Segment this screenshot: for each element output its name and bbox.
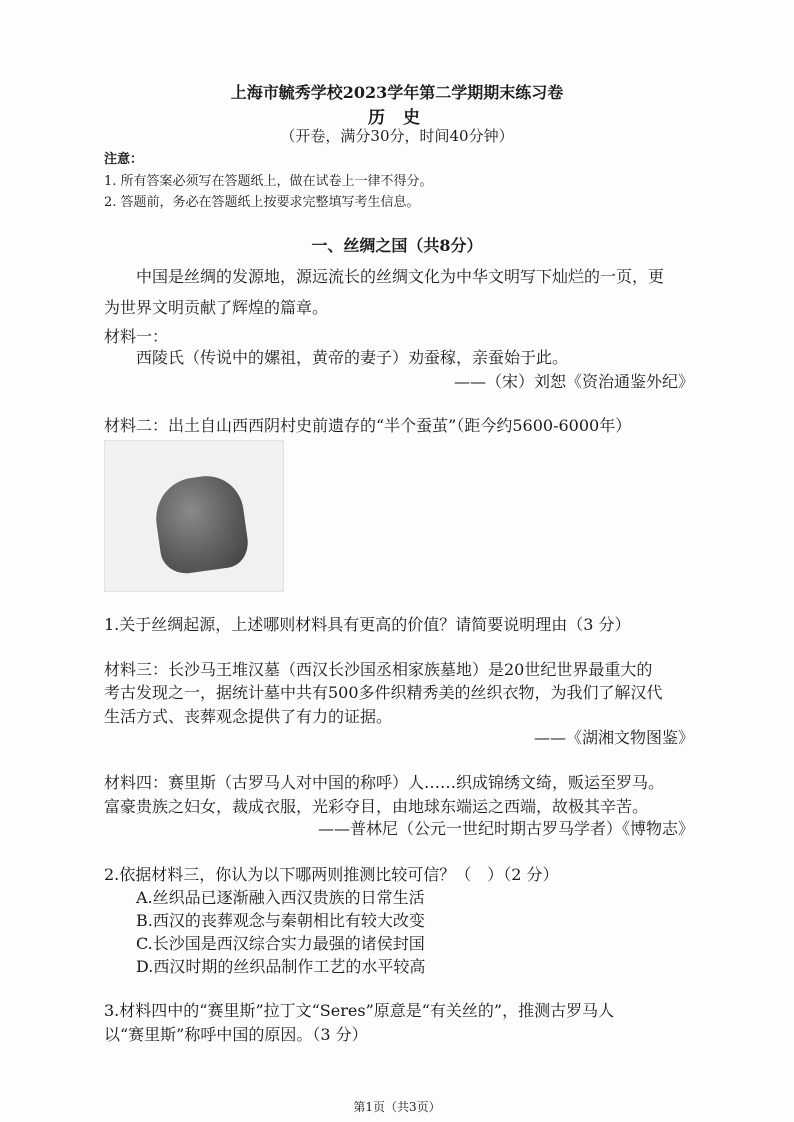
- section-title: 一、丝绸之国（共8分）: [311, 236, 483, 255]
- question-1: 1.关于丝绸起源，上述哪则材料具有更高的价值？请简要说明理由（3 分）: [104, 615, 631, 634]
- note-item: 1. 所有答案必须写在答题纸上，做在试卷上一律不得分。: [104, 174, 433, 189]
- material-text: 材料三：长沙马王堆汉墓（西汉长沙国丞相家族墓地）是20世纪世界最重大的: [104, 660, 653, 679]
- notes-label: 注意：: [104, 152, 144, 167]
- exam-title: 上海市毓秀学校2023学年第二学期期末练习卷: [230, 83, 564, 102]
- question-3: 3.材料四中的“赛里斯”拉丁文“Seres”原意是“有关丝的”，推测古罗马人: [104, 1001, 615, 1020]
- option-d: D.西汉时期的丝织品制作工艺的水平较高: [136, 957, 426, 976]
- option-b: B.西汉的丧葬观念与秦朝相比有较大改变: [136, 911, 425, 930]
- material-text: 西陵氏（传说中的嫘祖，黄帝的妻子）劝蚕稼，亲蚕始于此。: [136, 348, 569, 367]
- note-item: 2. 答题前，务必在答题纸上按要求完整填写考生信息。: [104, 195, 420, 210]
- material-text: 材料四：赛里斯（古罗马人对中国的称呼）人……织成锦绣文绮，贩运至罗马。: [104, 773, 665, 792]
- material-label: 材料一：: [104, 327, 169, 346]
- page-number: 第1页（共3页）: [353, 1100, 441, 1114]
- material-source: ——普林尼（公元一世纪时期古罗马学者）《博物志》: [317, 819, 694, 838]
- option-a: A.丝织品已逐渐融入西汉贵族的日常生活: [136, 888, 425, 907]
- material-text: 富豪贵族之妇女，裁成衣服，光彩夺目，由地球东端运之西端，故极其辛苦。: [104, 797, 649, 816]
- question-3: 以“赛里斯”称呼中国的原因。（3 分）: [104, 1025, 368, 1044]
- exam-info: （开卷，满分30分，时间40分钟）: [280, 127, 514, 145]
- intro-text: 中国是丝绸的发源地，源远流长的丝绸文化为中华文明写下灿烂的一页，更: [136, 267, 665, 286]
- option-c: C.长沙国是西汉综合实力最强的诸侯封国: [136, 934, 425, 953]
- cocoon-image: [151, 471, 251, 576]
- material-text: 考古发现之一，据统计墓中共有500多件织精秀美的丝织衣物，为我们了解汉代: [104, 683, 663, 702]
- material-text: 材料二：出土自山西西阴村史前遗存的“半个蚕茧”（距今约5600-6000年）: [104, 416, 632, 435]
- subject-title: 历 史: [368, 108, 426, 128]
- question-2: 2.依据材料三，你认为以下哪两则推测比较可信？（ ）（2 分）: [104, 865, 559, 884]
- material-source: ——（宋）刘恕《资治通鉴外纪》: [453, 372, 694, 391]
- silkworm-cocoon-photo: [104, 440, 284, 592]
- material-source: ——《湖湘文物图鉴》: [533, 728, 694, 747]
- intro-text: 为世界文明贡献了辉煌的篇章。: [104, 298, 329, 317]
- material-text: 生活方式、丧葬观念提供了有力的证据。: [104, 707, 393, 726]
